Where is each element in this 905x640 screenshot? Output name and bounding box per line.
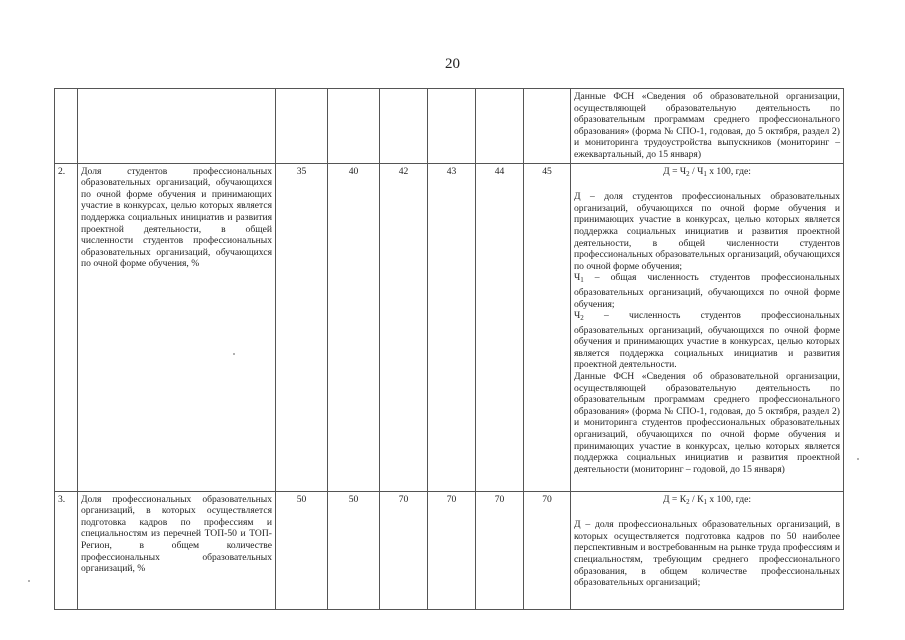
value-cell: 70 bbox=[380, 491, 428, 609]
methodology-paragraph: Д – доля студентов профессиональных образовательных организаций, обучающихся по очной форме обучения и принимающих участие в конкурсах, целью которых является поддержка социальных инициатив и развития проектной деятельности, в общей численности студентов профессиональных образовательных организаций, обучающихся по очной форме обучения; bbox=[574, 191, 840, 272]
value-cell bbox=[380, 89, 428, 164]
table-row bbox=[55, 491, 844, 609]
indicator-name bbox=[78, 89, 276, 164]
value-cell: 40 bbox=[328, 163, 380, 491]
table-row bbox=[55, 163, 844, 491]
methodology-paragraph: $Ч_2$ – численность студентов профессиональных образовательных организаций, обучающихся по очной форме обучения и принимающих участие в конкурсах, целью которых является поддержка социальных инициатив и развития проектной деятельности. bbox=[574, 310, 840, 371]
row-index: 3. bbox=[55, 491, 78, 609]
indicators-table bbox=[54, 88, 844, 610]
table-row bbox=[55, 89, 844, 164]
methodology-cell bbox=[571, 491, 844, 609]
value-cell: 70 bbox=[524, 491, 571, 609]
value-cell: 50 bbox=[276, 491, 328, 609]
methodology-paragraph: Данные ФСН «Сведения об образовательной организации, осуществляющей образовательную деятельность по образовательным программам среднего профессионального образования» (форма № СПО-1, годовая, до 5 октября, раздел 2) и мониторинга трудоустройства выпускников (мониторинг – ежеквартальный, до 15 января) bbox=[574, 91, 840, 160]
methodology-cell bbox=[571, 163, 844, 491]
scan-speck bbox=[28, 580, 30, 582]
formula: $Д = К_2 / К_1$ х 100, где: bbox=[662, 493, 752, 506]
value-cell: 44 bbox=[476, 163, 524, 491]
value-cell: 35 bbox=[276, 163, 328, 491]
methodology-paragraph: Д – доля профессиональных образовательных организаций, в которых осуществляется подготовка кадров по 50 наиболее перспективным и востребованным на рынке труда профессиям и специальностям, требующим среднего профессионального образования, в общем количестве профессиональных образовательных организаций; bbox=[574, 519, 840, 589]
row-index: 2. bbox=[55, 163, 78, 491]
methodology-paragraph: $Ч_1$ – общая численность студентов профессиональных образовательных организаций, обучающихся по очной форме обучения; bbox=[574, 272, 840, 310]
value-cell: 50 bbox=[328, 491, 380, 609]
row-index bbox=[55, 89, 78, 164]
value-cell: 70 bbox=[476, 491, 524, 609]
indicator-name: Доля студентов профессиональных образовательных организаций, обучающихся по очной форме обучения и принимающих участие в конкурсах, целью которых является поддержка социальных инициатив и развития проектной деятельности, в общей численности студентов профессиональных образовательных организаций, обучающихся по очной форме обучения, % bbox=[78, 163, 276, 491]
methodology-paragraph: Данные ФСН «Сведения об образовательной организации, осуществляющей образовательную деятельность по образовательным программам среднего профессионального образования» (форма № СПО-1, годовая, до 5 октября, раздел 2) и мониторинга студентов профессиональных образовательных организаций, обучающихся по очной форме обучения и принимающих участие в конкурсах, целью которых является поддержка социальных инициатив и развития проектной деятельности (мониторинг – годовой, до 15 января) bbox=[574, 371, 840, 475]
value-cell bbox=[276, 89, 328, 164]
page-number: 20 bbox=[445, 56, 460, 72]
value-cell: 45 bbox=[524, 163, 571, 491]
scan-speck bbox=[233, 353, 235, 355]
value-cell bbox=[476, 89, 524, 164]
methodology-cell bbox=[571, 89, 844, 164]
formula: $Д = Ч_2 / Ч_1$ х 100, где: bbox=[663, 165, 751, 178]
indicator-name: Доля профессиональных образовательных организаций, в которых осуществляется подготовка кадров по профессиям и специальностям из перечней ТОП-50 и ТОП-Регион, в общем количестве профессиональных образовательных организаций, % bbox=[78, 491, 276, 609]
value-cell bbox=[328, 89, 380, 164]
value-cell: 43 bbox=[428, 163, 476, 491]
value-cell bbox=[524, 89, 571, 164]
scan-speck bbox=[857, 458, 859, 460]
value-cell bbox=[428, 89, 476, 164]
value-cell: 42 bbox=[380, 163, 428, 491]
value-cell: 70 bbox=[428, 491, 476, 609]
